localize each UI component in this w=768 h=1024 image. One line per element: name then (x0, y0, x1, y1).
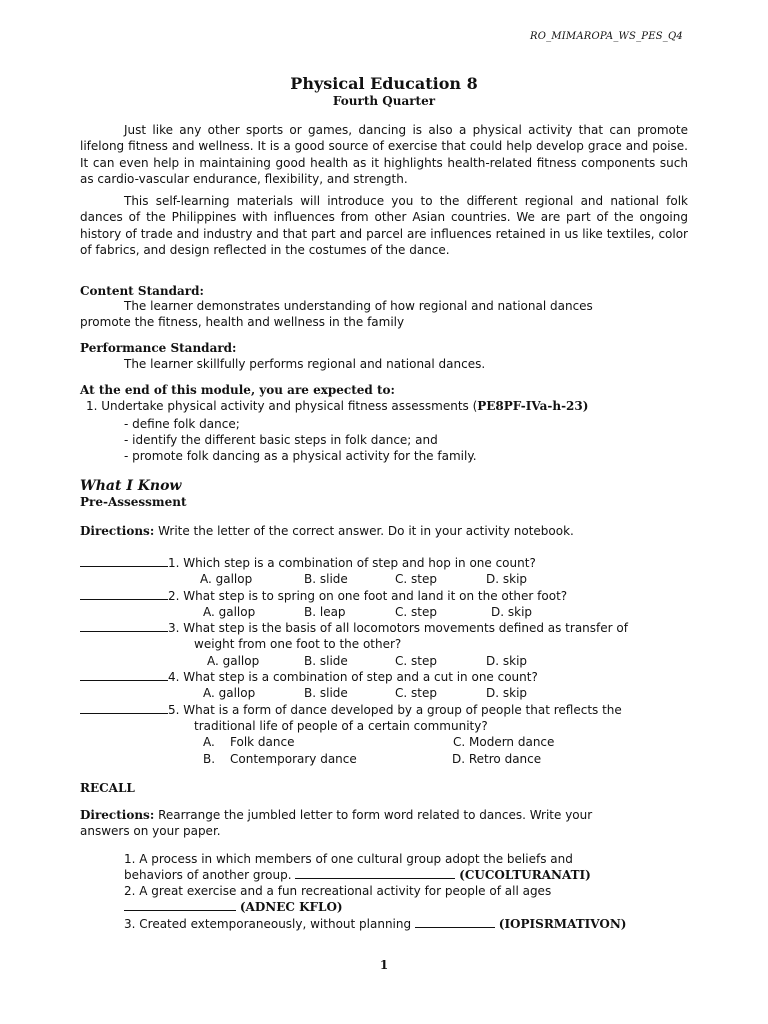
choice: D. Retro dance (452, 752, 542, 766)
objective-sub-item: - define folk dance; (124, 417, 240, 431)
choice: C. step (395, 686, 437, 700)
choice: D. skip (491, 605, 533, 619)
content-standard-heading: Content Standard: (80, 284, 204, 298)
recall-item-2-answer: (ADNEC KFLO) (124, 900, 343, 914)
choice: A. gallop (203, 605, 256, 619)
objective-item: 1. Undertake physical activity and physical fitness assessments (PE8PF-IVa-h-23) (86, 399, 589, 413)
question-2: 2. What step is to spring on one foot and land it on the other foot? (80, 589, 567, 603)
choice: D. skip (486, 572, 528, 586)
answer-blank[interactable] (80, 589, 168, 600)
choice: Contemporary dance (230, 752, 357, 766)
objective-sub-item: - identify the different basic steps in folk dance; and (124, 433, 438, 447)
objective-sub-item: - promote folk dancing as a physical activity for the family. (124, 449, 477, 463)
choice: A. gallop (203, 686, 256, 700)
choice: B. slide (304, 654, 348, 668)
section-heading-what-i-know: What I Know (80, 478, 182, 494)
intro-paragraph-1: Just like any other sports or games, dancing is also a physical activity that can promote lifelong fitness and wellness. It is a good source of exercise that could help develop grace and poise. It can even help in maintaining good health as it highlights health-related fitness components such as cardio-vascular endurance, flexibility, and strength. (80, 123, 688, 186)
answer-blank[interactable] (415, 917, 495, 928)
answer-blank[interactable] (80, 670, 168, 681)
recall-heading: RECALL (80, 781, 135, 795)
choice: D. skip (486, 654, 528, 668)
choice-letter: B. (203, 752, 216, 766)
choice: Folk dance (230, 735, 295, 749)
recall-item-1-continuation: behaviors of another group. (CUCOLTURANATI) (124, 868, 591, 882)
recall-item-2: 2. A great exercise and a fun recreational activity for people of all ages (124, 884, 552, 898)
page-subtitle: Fourth Quarter (332, 94, 436, 108)
choice: C. Modern dance (453, 735, 555, 749)
question-continuation: weight from one foot to the other? (194, 637, 402, 651)
answer-blank[interactable] (80, 621, 168, 632)
answer-blank[interactable] (80, 703, 168, 714)
answer-blank[interactable] (80, 556, 168, 567)
recall-item-3: 3. Created extemporaneously, without planning (IOPISRMATIVON) (124, 917, 627, 931)
page-title: Physical Education 8 (290, 74, 478, 93)
question-continuation: traditional life of people of a certain community? (194, 719, 488, 733)
intro-paragraph-2: This self-learning materials will introduce you to the different regional and national folk dances of the Philippines with influences from other Asian countries. We are part of the ongoing history of trade and industry and that part and parcel are influences retained in us like textiles, color of fabrics, and design reflected in the costumes of the dance. (80, 194, 688, 257)
recall-item-1: 1. A process in which members of one cultural group adopt the beliefs and (124, 852, 573, 866)
question-1: 1. Which step is a combination of step and hop in one count? (80, 556, 536, 570)
choice: A. gallop (207, 654, 260, 668)
choice: B. slide (304, 686, 348, 700)
question-4: 4. What step is a combination of step and a cut in one count? (80, 670, 538, 684)
choice: C. step (395, 654, 437, 668)
pre-assessment-heading: Pre-Assessment (80, 495, 187, 509)
choice: C. step (395, 572, 437, 586)
page-number: 1 (379, 958, 389, 972)
objectives-heading: At the end of this module, you are expected to: (80, 383, 395, 397)
content-standard-line: The learner demonstrates understanding of how regional and national dances (124, 299, 593, 313)
answer-blank[interactable] (124, 900, 236, 911)
document-code: RO_MIMAROPA_WS_PES_Q4 (530, 31, 683, 42)
content-standard-line: promote the fitness, health and wellness in the family (80, 315, 405, 329)
directions-recall-continuation: answers on your paper. (80, 824, 221, 838)
question-3: 3. What step is the basis of all locomotors movements defined as transfer of (80, 621, 628, 635)
directions-pre-assessment: Directions: Write the letter of the correct answer. Do it in your activity notebook. (80, 524, 574, 538)
choice: C. step (395, 605, 437, 619)
choice: B. slide (304, 572, 348, 586)
choice: B. leap (304, 605, 346, 619)
choice: D. skip (486, 686, 528, 700)
choice: A. gallop (200, 572, 253, 586)
answer-blank[interactable] (295, 868, 455, 879)
question-5: 5. What is a form of dance developed by a group of people that reflects the (80, 703, 622, 717)
performance-standard-text: The learner skillfully performs regional and national dances. (124, 357, 486, 371)
choice-letter: A. (203, 735, 215, 749)
performance-standard-heading: Performance Standard: (80, 341, 237, 355)
directions-recall: Directions: Rearrange the jumbled letter to form word related to dances. Write your (80, 808, 593, 822)
